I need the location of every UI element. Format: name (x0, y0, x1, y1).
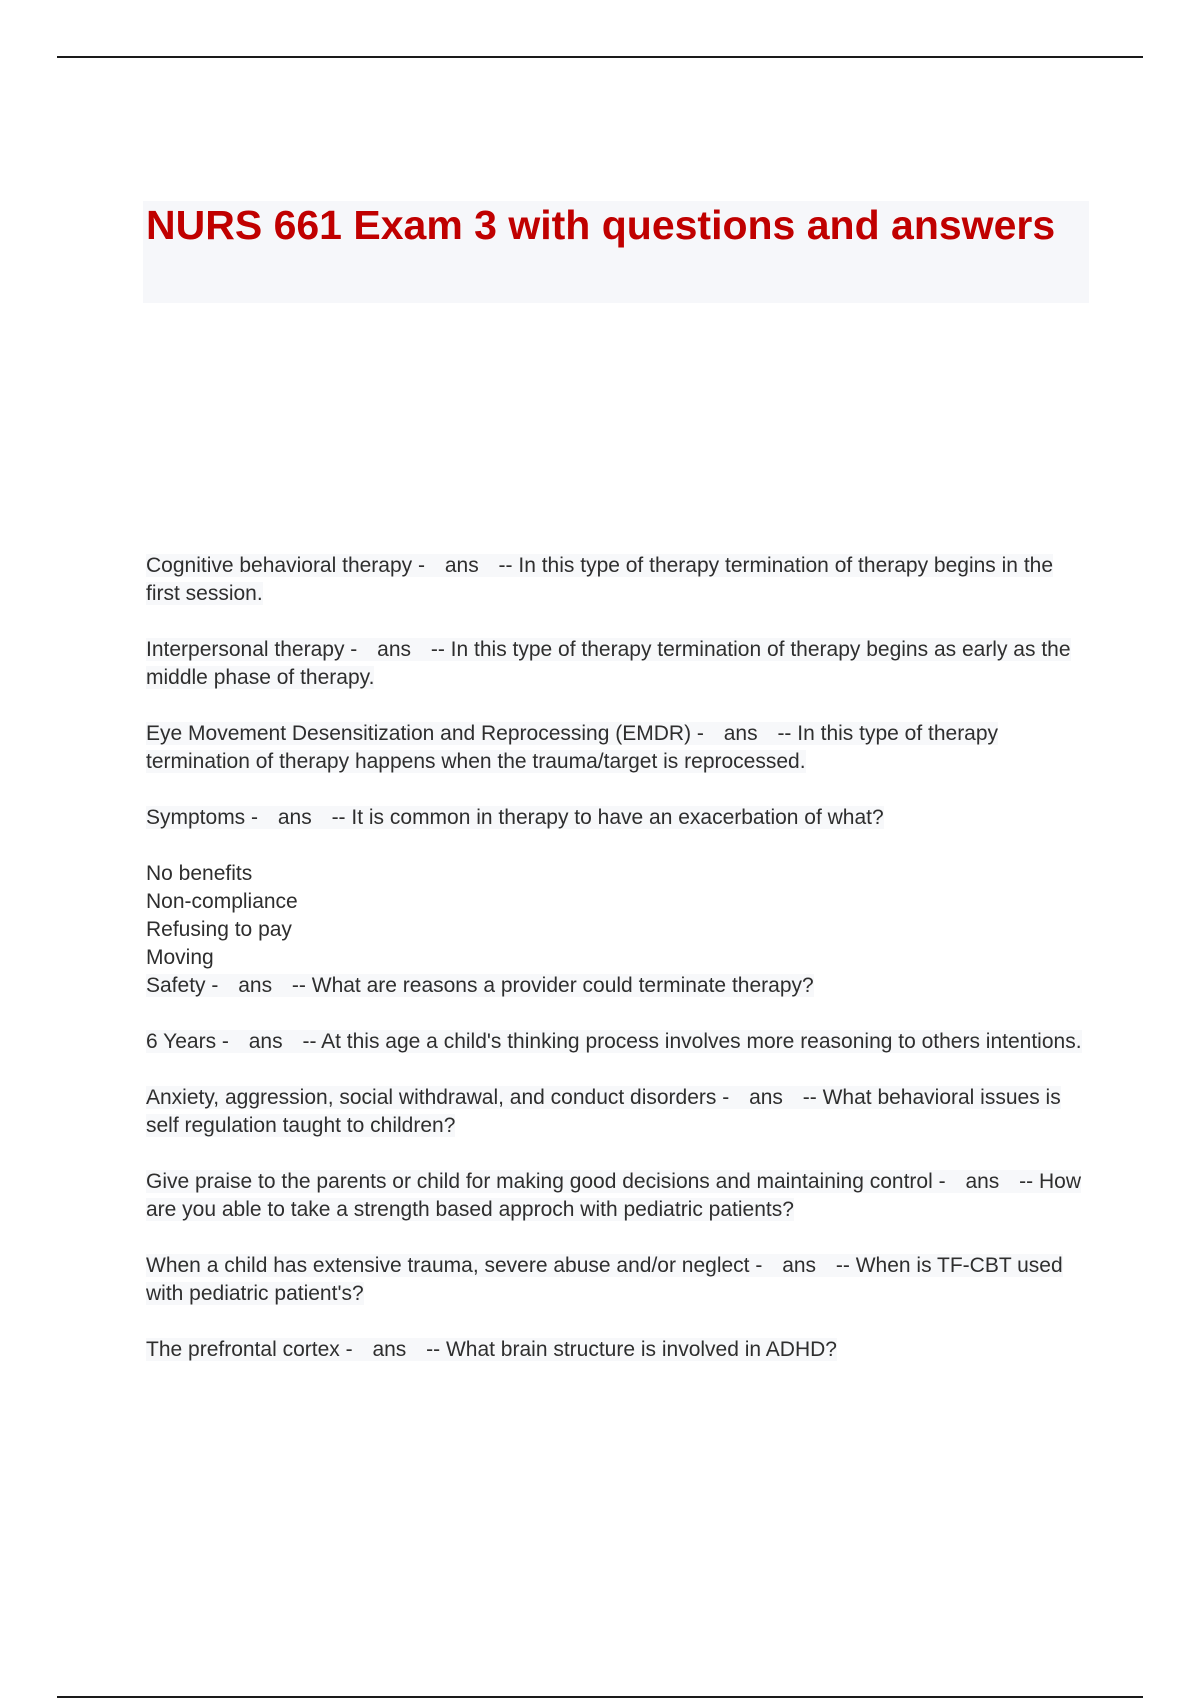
qa-answer-term: Give praise to the parents or child for making good decisions and maintaining control - (146, 1170, 946, 1193)
qa-question: -- When is TF-CBT used with pediatric patient's? (146, 1254, 1063, 1305)
qa-ans-marker: ans (749, 1086, 783, 1109)
qa-question: -- In this type of therapy termination of therapy happens when the trauma/target is reprocessed. (146, 722, 999, 773)
qa-answer-term: Anxiety, aggression, social withdrawal, and conduct disorders - (146, 1086, 730, 1109)
qa-question: -- What brain structure is involved in ADHD? (426, 1338, 837, 1361)
qa-question: -- How are you able to take a strength based approch with pediatric patients? (146, 1170, 1081, 1221)
qa-question: -- It is common in therapy to have an exacerbation of what? (331, 806, 884, 829)
qa-question: -- What are reasons a provider could terminate therapy? (291, 974, 814, 997)
header-rule (57, 56, 1143, 58)
qa-answer-term: Cognitive behavioral therapy - (146, 554, 425, 577)
qa-answer-term: 6 Years - (146, 1030, 229, 1053)
qa-question: -- At this age a child's thinking process involves more reasoning to others intentions. (302, 1030, 1082, 1053)
qa-ans-marker: ans (723, 722, 758, 745)
qa-answer-term: Interpersonal therapy - (146, 638, 358, 661)
qa-ans-marker: ans (965, 1170, 1000, 1193)
qa-answer-term: Safety - (146, 974, 219, 997)
qa-ans-marker: ans (782, 1254, 817, 1277)
qa-item (146, 804, 1086, 832)
qa-ans-marker: ans (238, 974, 273, 997)
qa-item (146, 1084, 1086, 1140)
qa-ans-marker: ans (248, 1030, 283, 1053)
footer-rule (57, 1696, 1143, 1698)
qa-answer-term: When a child has extensive trauma, severe abuse and/or neglect - (146, 1254, 763, 1277)
qa-item (146, 860, 1086, 1000)
qa-answer-term: Eye Movement Desensitization and Reprocessing (EMDR) - (146, 722, 704, 745)
qa-item (146, 1168, 1086, 1224)
qa-question: -- In this type of therapy termination of therapy begins in the first session. (146, 554, 1054, 605)
qa-item (146, 1252, 1086, 1308)
qa-item (146, 552, 1086, 608)
qa-list (146, 552, 1086, 1392)
qa-answer-line: Non-compliance (146, 890, 298, 913)
qa-answer-term: Symptoms - (146, 806, 259, 829)
qa-item (146, 1028, 1086, 1056)
document-title: NURS 661 Exam 3 with questions and answers (146, 202, 1056, 248)
qa-question: -- In this type of therapy termination of therapy begins as early as the middle phase of therapy. (146, 638, 1071, 689)
qa-item (146, 636, 1086, 692)
qa-ans-marker: ans (277, 806, 312, 829)
qa-ans-marker: ans (444, 554, 479, 577)
qa-answer-term: The prefrontal cortex - (146, 1338, 353, 1361)
qa-ans-marker: ans (377, 638, 411, 661)
qa-item (146, 720, 1086, 776)
qa-answer-line: Moving (146, 946, 214, 969)
qa-item (146, 1336, 1086, 1364)
qa-ans-marker: ans (372, 1338, 407, 1361)
qa-answer-line: Refusing to pay (146, 918, 292, 941)
qa-answer-line: No benefits (146, 862, 253, 885)
qa-question: -- What behavioral issues is self regulation taught to children? (146, 1086, 1061, 1137)
